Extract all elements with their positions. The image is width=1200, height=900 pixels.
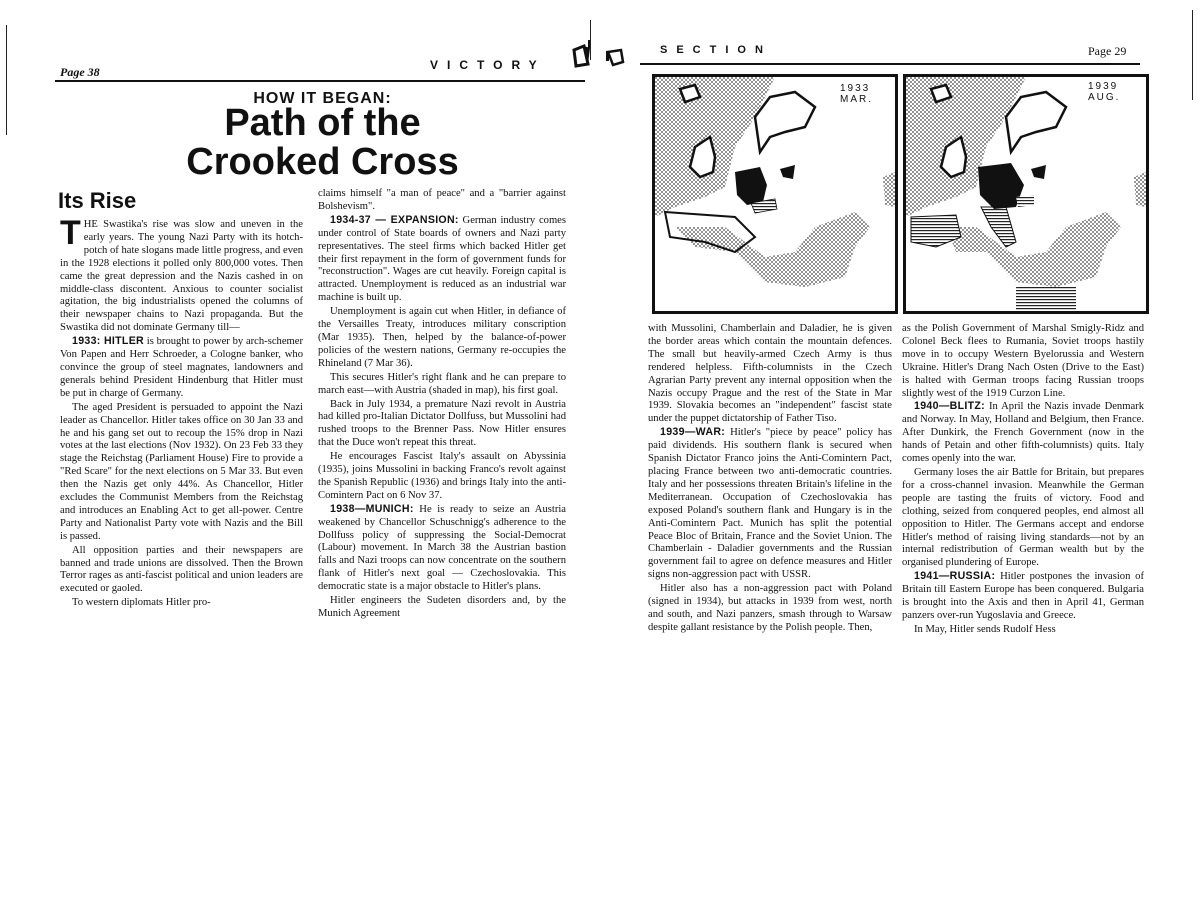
gutter-mark xyxy=(590,20,591,60)
map-1939-label xyxy=(1088,81,1120,103)
headline-line-2: Crooked Cross xyxy=(186,141,459,183)
paragraph: with Mussolini, Chamberlain and Daladier, he is given the border areas which contain the mountain defences. The small but heavily-armed Czech Army is thus rendered helpless. Fifth-columnists in the Czech Agrarian Party prevent any internal opposition when the Nazis occupy Prague and the rest of the State in Mar 1939. Slovakia becomes an "independent" fascist state under the puppet dictatorship of Father Tiso. xyxy=(648,323,892,425)
drop-cap: T xyxy=(60,214,81,252)
section-lead: 1933: HITLER xyxy=(72,335,145,348)
paragraph: This secures Hitler's right flank and he can prepare to march east—with Austria (shaded in map), his first goal. xyxy=(318,371,566,396)
paragraph: claims himself "a man of peace" and a "barrier against Bolshevism". xyxy=(318,188,566,212)
europe-map-1939-image xyxy=(906,77,1146,311)
paragraph: All opposition parties and their newspapers are banned and trade unions are dissolved. Then the Brown Terror rages as anti-fascist political and union leaders are executed or gaoled. xyxy=(60,544,303,595)
left-header-rule xyxy=(55,80,585,82)
running-head-victory: VICTORY xyxy=(430,58,546,72)
article-column-1 xyxy=(60,214,303,610)
map-year: 1939 xyxy=(1088,81,1119,92)
paragraph: He encourages Fascist Italy's assault on Abyssinia (1935), joins Mussolini in backing Franco's revolt against the Spanish Republic (1936) and brings Italy into the anti-Comintern Pact on 6 Nov 37. xyxy=(318,451,566,501)
paragraph: 1939—WAR: Hitler's "piece by peace" policy has paid dividends. His southern flank is secured when Spanish Dictator Franco joins the Anti-Comintern Pact, placing France between two anti-democratic countries. Italy and her possessions threaten Britain's lifeline in the Mediterranean. Occupation of Czechoslovakia has exposed Poland's southern flank and Hungary is in the Anti-Comintern Pact. Munich has split the potential Peace Bloc of Britain, France and the Soviet Union. The Chamberlain - Daladier governments and the Russian government fail to agree on defence measures and Hitler signs non-aggression pact with USSR. xyxy=(648,426,892,581)
section-lead: 1934-37 — EXPANSION: xyxy=(330,213,459,226)
paragraph: To western diplomats Hitler pro- xyxy=(72,597,211,609)
headline xyxy=(55,104,590,182)
v-emblem-right-icon xyxy=(605,48,627,68)
map-1939 xyxy=(903,74,1149,314)
running-head-section: SECTION xyxy=(660,44,772,56)
map-year: 1933 xyxy=(840,83,871,94)
paragraph: Back in July 1934, a premature Nazi revolt in Austria had killed pro-Italian Dictator Dollfuss, but Mussolini had rushed troops to the Brenner Pass. Now Hitler ensures that the Duce won't repeat this threat. xyxy=(318,398,566,449)
map-month: AUG. xyxy=(1088,92,1121,103)
kicker: HOW IT BEGAN: xyxy=(253,90,392,107)
section-lead: 1939—WAR: xyxy=(660,426,726,439)
scan-edge-right xyxy=(1192,10,1193,100)
scan-edge-left xyxy=(6,25,7,135)
right-header-rule xyxy=(640,63,1140,65)
subhead: Its Rise xyxy=(58,188,137,213)
article-column-4 xyxy=(902,322,1144,637)
map-1933 xyxy=(652,74,898,314)
paragraph: 1933: HITLER is brought to power by arch-schemer Von Papen and Herr Schroeder, a Cologne banker, who convince the group of steel magnates, landowners and generals behind President Hindenburg that Hitler must be put in charge of Germany. xyxy=(60,335,303,399)
paragraph: as the Polish Government of Marshal Smigly-Ridz and Colonel Beck flees to Rumania, Soviet troops hastily move in to occupy Western Byelorussia and Western Ukraine. Hitler's Drang Nach Osten (Drive to the East) is halted with German troops facing Russian troops slightly west of the 1919 Curzon Line. xyxy=(902,323,1144,399)
europe-map-1933-image xyxy=(655,77,895,311)
paragraph: 1940—BLITZ: In April the Nazis invade Denmark and Norway. In May, Holland and Belgium, then France. After Dunkirk, the French Government (now in the hands of Petain and other fifth-columnists) quits. Italy comes openly into the war. xyxy=(902,400,1144,465)
section-lead: 1938—MUNICH: xyxy=(330,502,414,515)
paragraph: Hitler engineers the Sudeten disorders and, by the Munich Agreement xyxy=(318,595,566,619)
map-1933-label xyxy=(840,83,873,105)
article-column-2 xyxy=(318,187,566,621)
article-column-3 xyxy=(648,322,892,635)
paragraph: HE Swastika's rise was slow and uneven in the early years. The young Nazi Party with its hotch-potch of hate slogans made little progress, and even in the 1928 elections it polled only 800,000 votes. Then came the great depression and the Nazis cashed in on middle-class discontent. Anxious to counter socialist agitation, the big industrialists opened the columns of their newspaper chains to Nazi propaganda. But the Swastika did not dominate Germany till— xyxy=(60,219,303,334)
paragraph: 1941—RUSSIA: Hitler postpones the invasion of Britain till Eastern Europe has been conquered. Bulgaria is brought into the Axis and then in April 41, German panzers over-run Yugoslavia and Greece. xyxy=(902,570,1144,621)
paragraph: Unemployment is again cut when Hitler, in defiance of the Versailles Treaty, introduces military conscription (Mar 1935). Then, helped by the balance-of-power policies of the western nations, Germany re-occupies the Rhineland (7 Mar 36). xyxy=(318,306,566,369)
paragraph: 1934-37 — EXPANSION: German industry comes under control of State boards of owners and Nazi party representatives. The steel firms which backed Hitler get their first repayment in the form of government funds for "reconstruction". Wages are cut heavily. Foreign capital is attracted. Unemployment is reduced as an industrial war machine is built up. xyxy=(318,213,567,304)
v-emblem-icon xyxy=(570,40,600,70)
paragraph: 1938—MUNICH: He is ready to seize an Austria weakened by Chancellor Schuschnigg's adherence to the Dollfuss policy of suppressing the Social-Democrat (Labour) movement. In March 38 the Austrian bastion falls and Nazi troops can now concentrate on the southern flank of Hitler's next goal — Czechoslovakia. This democratic state is a major obstacle to Hitler's plans. xyxy=(318,502,566,593)
paragraph: In May, Hitler sends Rudolf Hess xyxy=(914,623,1056,635)
map-month: MAR. xyxy=(840,94,873,105)
right-page-number: Page 29 xyxy=(1088,44,1127,58)
paragraph: Germany loses the air Battle for Britain, but prepares for a cross-channel invasion. Meanwhile the German people are tasting the fruits of victory. Food and clothing, seized from conquered peoples, end almost all opposition to Hitler. The Germans accept and endorse Hitler's method of raising living standards—not by an internal redistribution of German wealth but by the organised plundering of Europe. xyxy=(902,466,1144,569)
paragraph: Hitler also has a non-aggression pact with Poland (signed in 1934), but attacks in 1939 from west, north and south, and Nazi panzers, smash through to Warsaw despite gallant resistance by the Polish people. Then, xyxy=(648,583,892,633)
section-lead: 1941—RUSSIA: xyxy=(914,570,996,583)
left-page-number: Page 38 xyxy=(60,65,100,79)
headline-line-1: Path of the xyxy=(224,102,421,144)
section-lead: 1940—BLITZ: xyxy=(914,400,985,413)
paragraph: The aged President is persuaded to appoint the Nazi leader as Chancellor. Hitler takes office on 30 Jan 33 and he and his gang set out to recoup the 15% drop in Nazi votes at the last elections (Nov 1932). On 23 Feb 33 they stage the Reichstag (Parliament House) Fire to provide a "Red Scare" for the next elections on 5 Mar 33. But even then the Nazis get only 44%. As Chancellor, Hitler excludes the Communist Members from the Reichstag and introduces an Enabling Act to get all-power. Centre Party and Nationalist Party vote with Nazis and the Bill is passed. xyxy=(60,401,303,542)
